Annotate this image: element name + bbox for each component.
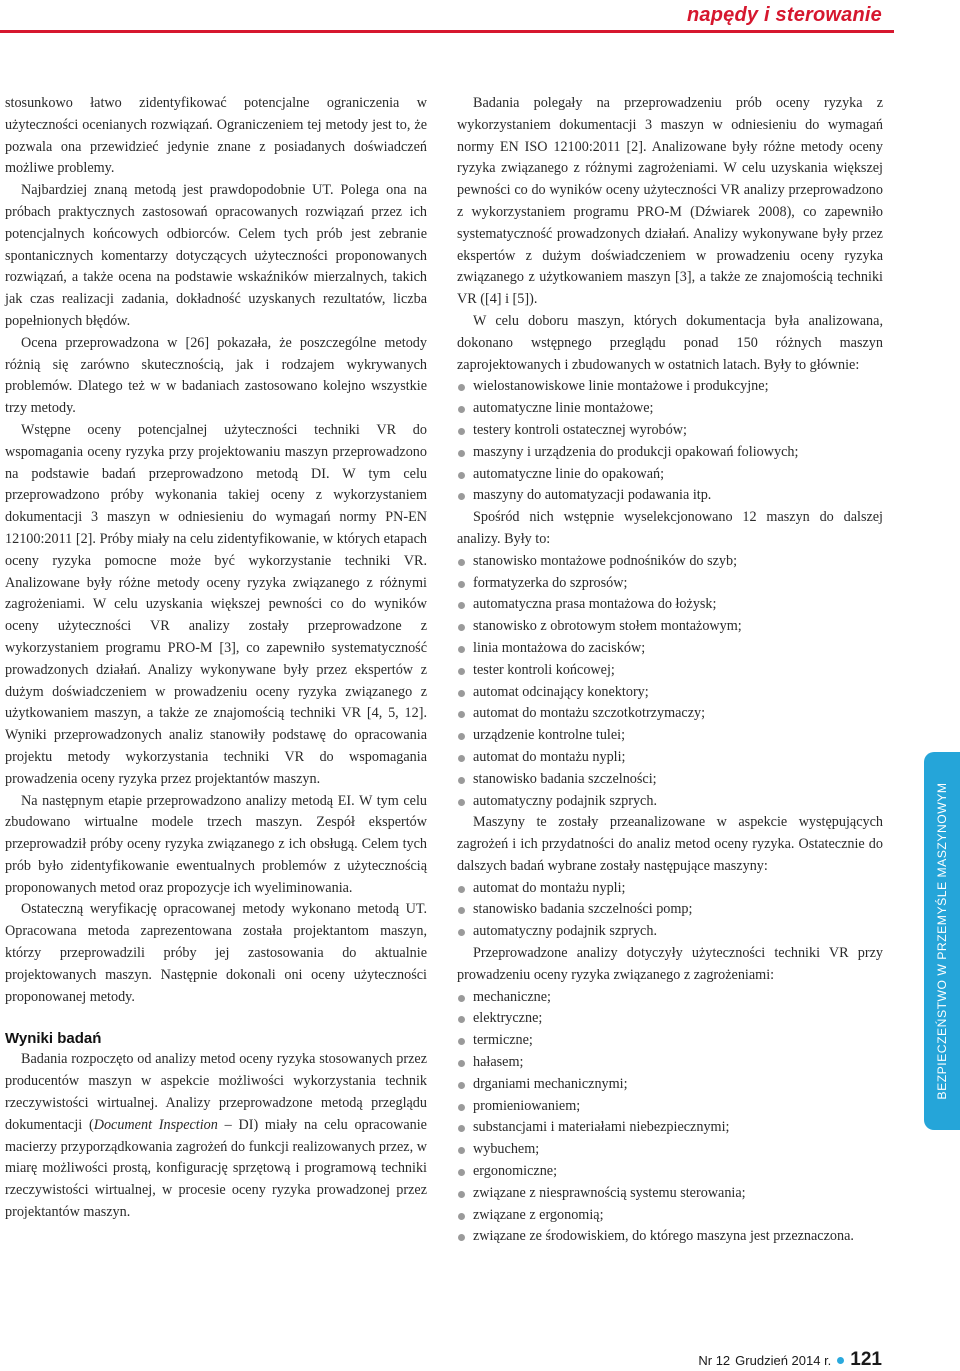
list-item: substancjami i materiałami niebezpiecznymi;	[457, 1117, 883, 1139]
list-item: mechaniczne;	[457, 987, 883, 1009]
issue-number: Nr 12	[698, 1353, 731, 1368]
left-column	[5, 93, 427, 1224]
right-column	[457, 93, 883, 1248]
list-item: stanowisko badania szczelności pomp;	[457, 899, 883, 921]
paragraph-text: Badania rozpoczęto od analizy metod oceny ryzyka stosowanych przez producentów maszyn w aspekcie możliwości wykorzystania technik rzeczywistości wirtualnej. Analizy przeprowadzone metodą przeglądu dokumentacji (	[5, 1051, 427, 1133]
paragraph: Na następnym etapie przeprowadzono analizy metodą EI. W tym celu zbudowano wirtualne modele trzech maszyn. Zespół ekspertów przeprowadził próby oceny ryzyka związanego z ich obsługą. Celem tych prób było zidentyfikowanie ewentualnych problemów z użytecznością proponowanych metod oraz propozycje ich wyeliminowania.	[5, 792, 427, 896]
side-section-tab	[924, 752, 960, 1130]
paragraph: Najbardziej znaną metodą jest prawdopodobnie UT. Polega ona na próbach praktycznych zastosowań opracowanych rozwiązań przez ich potencjalnych końcowych odbiorców. Celem tych prób jest zebranie spontanicznych komentarzy dotyczących użyteczności proponowanych rozwiązań, a także ocena na podstawie wskaźników mierzalnych, takich jak czas realizacji zadania, dokładność uzyskanych rezultatów, liczba popełnionych błędów.	[5, 182, 427, 329]
paragraph: Maszyny te zostały przeanalizowane w aspekcie występujących zagrożeń i ich przydatności do analiz metod oceny ryzyka. Ostatecznie do dalszych badań wybrane zostały następujące maszyny:	[457, 814, 883, 874]
list-item: wielostanowiskowe linie montażowe i produkcyjne;	[457, 376, 883, 398]
paragraph: Badania polegały na przeprowadzeniu prób oceny ryzyka z wykorzystaniem dokumentacji 3 maszyn w odniesieniu do wymagań normy EN ISO 12100:2011 [2]. Analizowane były różne metody oceny ryzyka związanego z różnymi zagrożeniami. W celu uzyskania większej pewności co do wyników oceny użyteczności VR analizy przeprowadzono z wykorzystaniem programu PRO-M (Dźwiarek 2008), co zapewniło systematyczność prowadzonych działań. Analizy wykonywane były przez ekspertów z dużym doświadczeniem w prowadzeniu oceny ryzyka związanego z użytkowaniem maszyn [3], a także ze znajomością techniki VR ([4] i [5]).	[457, 95, 883, 308]
footer-dot-icon	[837, 1357, 844, 1364]
paragraph: stosunkowo łatwo zidentyfikować potencjalne ograniczenia w użyteczności ocenianych rozwiązań. Ograniczeniem tej metody jest to, że pozwala ona przewidzieć jedynie znane z posiadanych doświadczeń możliwe problemy.	[5, 95, 427, 177]
list-item: maszyny do automatyzacji podawania itp.	[457, 485, 883, 507]
italic-term: Document Inspection	[93, 1116, 218, 1133]
list-item: związane z niesprawnością systemu sterowania;	[457, 1183, 883, 1205]
paragraph	[5, 1049, 427, 1223]
bullet-list	[457, 376, 883, 507]
header-rule	[0, 30, 894, 33]
list-item: automat odcinający konektory;	[457, 682, 883, 704]
list-item: elektryczne;	[457, 1008, 883, 1030]
list-item: drganiami mechanicznymi;	[457, 1074, 883, 1096]
list-item: automat do montażu nypli;	[457, 878, 883, 900]
paragraph: Przeprowadzone analizy dotyczyły użyteczności techniki VR przy prowadzeniu oceny ryzyka związanego z zagrożeniami:	[457, 945, 883, 983]
bullet-list	[457, 987, 883, 1249]
page-header	[0, 0, 960, 40]
list-item: urządzenie kontrolne tulei;	[457, 725, 883, 747]
list-item: automat do montażu nypli;	[457, 747, 883, 769]
list-item: stanowisko montażowe podnośników do szyb;	[457, 551, 883, 573]
list-item: związane z ergonomią;	[457, 1205, 883, 1227]
list-item: stanowisko z obrotowym stołem montażowym;	[457, 616, 883, 638]
page-number: 121	[850, 1349, 882, 1370]
paragraph: Wstępne oceny potencjalnej użyteczności techniki VR do wspomagania oceny ryzyka przy projektowaniu maszyn przeprowadzono na podstawie badań przeprowadzono metodą DI. W tym celu przeprowadzono próby wykonania takiej oceny z wykorzystaniem dokumentacji 3 maszyn w odniesieniu do wymagań normy PN-EN 12100:2011 [2]. Próby miały na celu zidentyfikowanie, w których etapach oceny ryzyka pomocne może być wykorzystanie techniki VR. Analizowane były różne metody oceny ryzyka związanego z różnymi zagrożeniami. W celu uzyskania większej pewności co do wyników oceny użyteczności VR analizy zostały przeprowadzone z wykorzystaniem programu PRO-M [3], co zapewniło systematyczność prowadzonych działań. Analizy wykonywane były przez ekspertów z dużym doświadczeniem w prowadzeniu oceny ryzyka związanego z użytkowaniem maszyn, a także ze znajomością techniki VR [4, 5, 12]. Wyniki przeprowadzonych analiz stanowiły podstawę do opracowania projektu metody wykorzystania techniki VR do wspomagania prowadzenia oceny ryzyka przez projektantów maszyn.	[5, 421, 427, 787]
list-item: tester kontroli końcowej;	[457, 660, 883, 682]
list-item: testery kontroli ostatecznej wyrobów;	[457, 420, 883, 442]
paragraph: W celu doboru maszyn, których dokumentacja była analizowana, dokonano wstępnego przeglądu ponad 150 różnych maszyn zaprojektowanych i zbudowanych w ostatnich latach. Były to głównie:	[457, 312, 883, 373]
list-item: automatyczne linie montażowe;	[457, 398, 883, 420]
bullet-list	[457, 878, 883, 943]
list-item: maszyny i urządzenia do produkcji opakowań foliowych;	[457, 442, 883, 464]
list-item: automatyczne linie do opakowań;	[457, 464, 883, 486]
paragraph: Spośród nich wstępnie wyselekcjonowano 12 maszyn do dalszej analizy. Były to:	[457, 509, 883, 547]
list-item: promieniowaniem;	[457, 1096, 883, 1118]
paragraph-text: – DI) miały na celu opracowanie macierzy przyporządkowania zagrożeń do funkcji realizowanych przez, w miarę możliwości prostą, konfigurację sprzętową i programową techniki rzeczywistości wirtualnej, w procesie oceny ryzyka prowadzonej przez projektantów maszyn.	[5, 1116, 427, 1221]
paragraph: Ostateczną weryfikację opracowanej metody wykonano metodą UT. Opracowana metoda zaprezentowana została projektantom maszyn, którzy przeprowadzili próby jej zastosowania do aktualnie projektowanych maszyn. Następnie dokonali oni oceny użyteczności proponowanej metody.	[5, 901, 427, 1005]
side-tab-label: BEZPIECZEŃSTWO W PRZEMYŚLE MASZYNOWYM	[935, 782, 949, 1100]
list-item: związane ze środowiskiem, do którego maszyna jest przeznaczona.	[457, 1226, 883, 1248]
list-item: automatyczny podajnik szprych.	[457, 791, 883, 813]
page-footer	[698, 1349, 882, 1369]
paragraph: Ocena przeprowadzona w [26] pokazała, że poszczególne metody różnią się zarówno skutecznością, jak i rodzajem wykrywanych problemów. Dlatego też w w badaniach zastosowano kolejno wszystkie trzy metody.	[5, 334, 427, 417]
list-item: ergonomiczne;	[457, 1161, 883, 1183]
list-item: linia montażowa do zacisków;	[457, 638, 883, 660]
list-item: automat do montażu szczotkotrzymaczy;	[457, 703, 883, 725]
list-item: wybuchem;	[457, 1139, 883, 1161]
list-item: automatyczny podajnik szprych.	[457, 921, 883, 943]
section-title: napędy i sterowanie	[687, 4, 882, 26]
list-item: stanowisko badania szczelności;	[457, 769, 883, 791]
bullet-list	[457, 551, 883, 813]
issue-date: Grudzień 2014 r.	[735, 1353, 832, 1368]
list-item: automatyczna prasa montażowa do łożysk;	[457, 594, 883, 616]
list-item: formatyzerka do szprosów;	[457, 573, 883, 595]
list-item: termiczne;	[457, 1030, 883, 1052]
section-heading: Wyniki badań	[5, 1030, 102, 1048]
list-item: hałasem;	[457, 1052, 883, 1074]
